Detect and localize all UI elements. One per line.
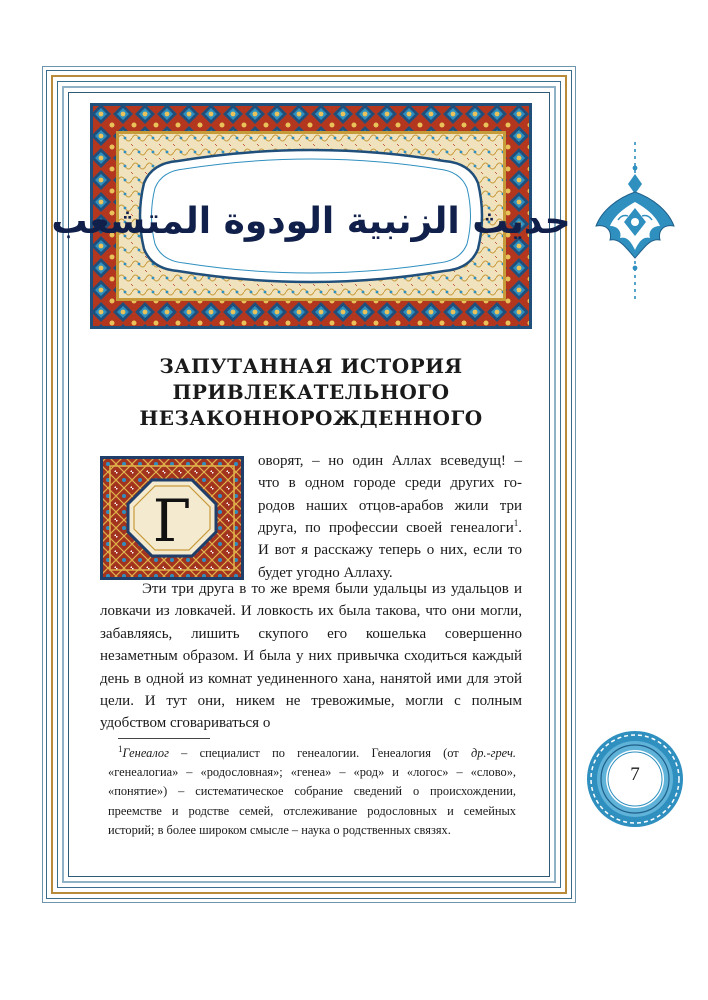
chapter-title-line: ЗАПУТАННАЯ ИСТОРИЯ — [159, 354, 463, 378]
arabic-calligraphy: حديث الزنبية الودوة المتشعب — [51, 201, 571, 242]
paragraph — [100, 578, 522, 735]
text-line: оворят, – но один Аллах всеведущ! – — [258, 453, 522, 469]
text-line — [258, 517, 522, 539]
paragraph-text: Эти три друга в то же время были удальцы из удальцов и ловкачи из ловкачей. И ловкость их была такова, что они могли, забавляясь, лишить скупого его кошелька совершенно незаметным образом. И была у них привычка сходиться каждый день в одной из комнат уединенного хана, нанятой ими для этой цели. И тут они, никем не тревожимые, могли с полным удобством сговариваться о — [100, 581, 522, 732]
text-fragment: друга, по профессии своей генеалоги — [258, 520, 514, 536]
chapter-title-line: ПРИВЛЕКАТЕЛЬНОГО — [172, 380, 450, 404]
drop-cap-letter: Г — [152, 487, 192, 555]
calligraphy-banner — [51, 103, 571, 329]
footnote-text: – специалист по генеалогии. Генеалогия (от — [168, 746, 471, 760]
chapter-title-line: НЕЗАКОННОРОЖДЕННОГО — [139, 406, 483, 430]
text-line: что в одном городе среди других го- — [258, 475, 522, 492]
paragraph-opening — [258, 450, 522, 517]
footnote — [108, 744, 516, 840]
text-line: будет угодно Аллаху. — [258, 564, 393, 581]
text-line: И вот я расскажу теперь о них, если то — [258, 542, 522, 559]
paragraph-opening-continued — [258, 517, 522, 584]
footnote-term: Генеалог — [122, 746, 169, 760]
footnote-reference[interactable]: 1 — [513, 518, 519, 528]
chapter-title — [110, 353, 512, 431]
footnote-abbreviation: др.-греч. — [470, 746, 516, 760]
text-fragment: . — [518, 520, 522, 536]
side-ornament-icon — [588, 140, 682, 300]
text-line: родов наших отцов-арабов жили три — [258, 497, 522, 514]
footnote-divider — [118, 738, 210, 739]
footnote-marker: 1 — [118, 743, 123, 754]
footnote-text: «генеалогиа» – «родословная»; «генеа» – «род» и «логос» – «слово», «понятие») – систематическое собрание сведений о происхождении, преемстве и родстве семей, отслеживание родословных и семейных историй; в более широком смысле – наука о родственных связях. — [108, 765, 516, 837]
decorative-drop-cap — [100, 456, 244, 580]
page-number: 7 — [630, 764, 640, 785]
